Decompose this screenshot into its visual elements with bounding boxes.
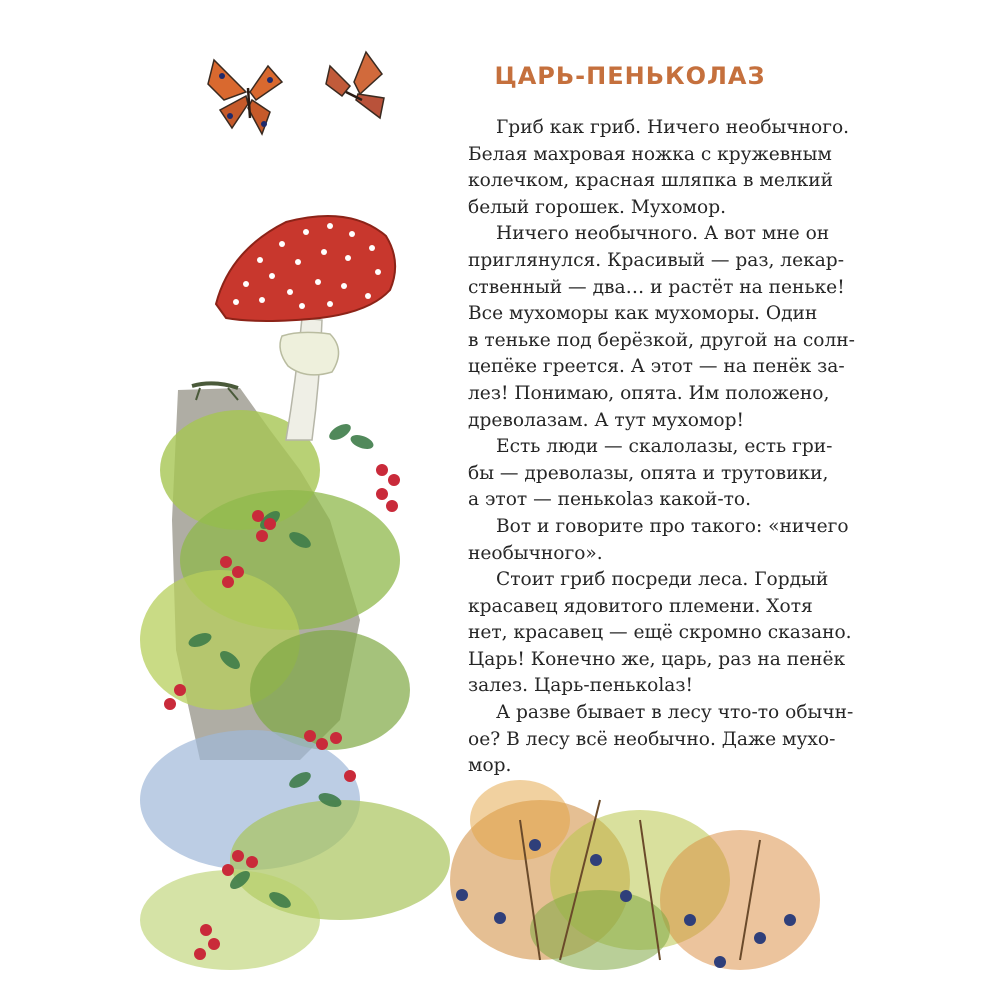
paragraph: [440, 221, 855, 434]
text-line: нет, красавец — ещё скромно сказано.: [468, 622, 852, 644]
text-line: ственный — два… и растёт на пеньке!: [468, 276, 845, 298]
text-line: лез! Понимаю, опята. Им положено,: [468, 382, 830, 404]
text-line: Гриб как гриб. Ничего необычного.: [496, 117, 850, 138]
text-line: белый горошек. Мухомор.: [468, 196, 727, 218]
text-line: Вот и говорите про такого: «ничего: [496, 515, 849, 537]
text-line: залез. Царь-пенькolaз!: [468, 675, 693, 697]
text-line: Царь! Конечно же, царь, раз на пенёк: [468, 648, 846, 670]
paragraph: [440, 700, 854, 780]
paragraph: [440, 567, 852, 700]
text-line: Все мухоморы как мухоморы. Один: [468, 303, 818, 325]
text-line: красавец ядовитого племени. Хотя: [468, 595, 813, 617]
text-line: бы — древолазы, опята и трутовики,: [468, 462, 829, 484]
butterfly-left: [208, 60, 282, 134]
text-line: Белая махровая ножка с кружевным: [468, 143, 832, 165]
butterfly-right: [326, 52, 384, 118]
text-line: приглянулся. Красивый — раз, лекар-: [468, 249, 844, 271]
paragraph: [440, 115, 850, 221]
text-line: мор.: [468, 755, 512, 777]
text-line: колечком, красная шляпка в мелкий: [468, 170, 834, 192]
paragraph: [440, 514, 849, 567]
story-text: [440, 115, 855, 780]
text-line: Стоит гриб посреди леса. Гордый: [496, 569, 829, 591]
text-line: древолазам. А тут мухомор!: [468, 409, 744, 431]
text-line: А разве бывает в лесу что-то обычн-: [496, 702, 854, 724]
moss: [140, 410, 450, 970]
text-line: цепёке греется. А этот — на пенёк за-: [468, 356, 845, 378]
text-line: в теньке под берёзкой, другой на солн-: [468, 329, 855, 351]
paragraph: [440, 434, 833, 514]
text-line: Ничего необычного. А вот мне он: [496, 223, 830, 245]
text-line: необычного».: [468, 542, 603, 564]
text-line: ое? В лесу всё необычно. Даже мухо-: [468, 728, 836, 750]
text-line: а этот — пенькolaз какой-то.: [468, 489, 751, 511]
page-title: ЦАРЬ-ПЕНЬКОЛАЗ: [494, 62, 766, 90]
text-line: Есть люди — скалолазы, есть гри-: [496, 436, 833, 458]
